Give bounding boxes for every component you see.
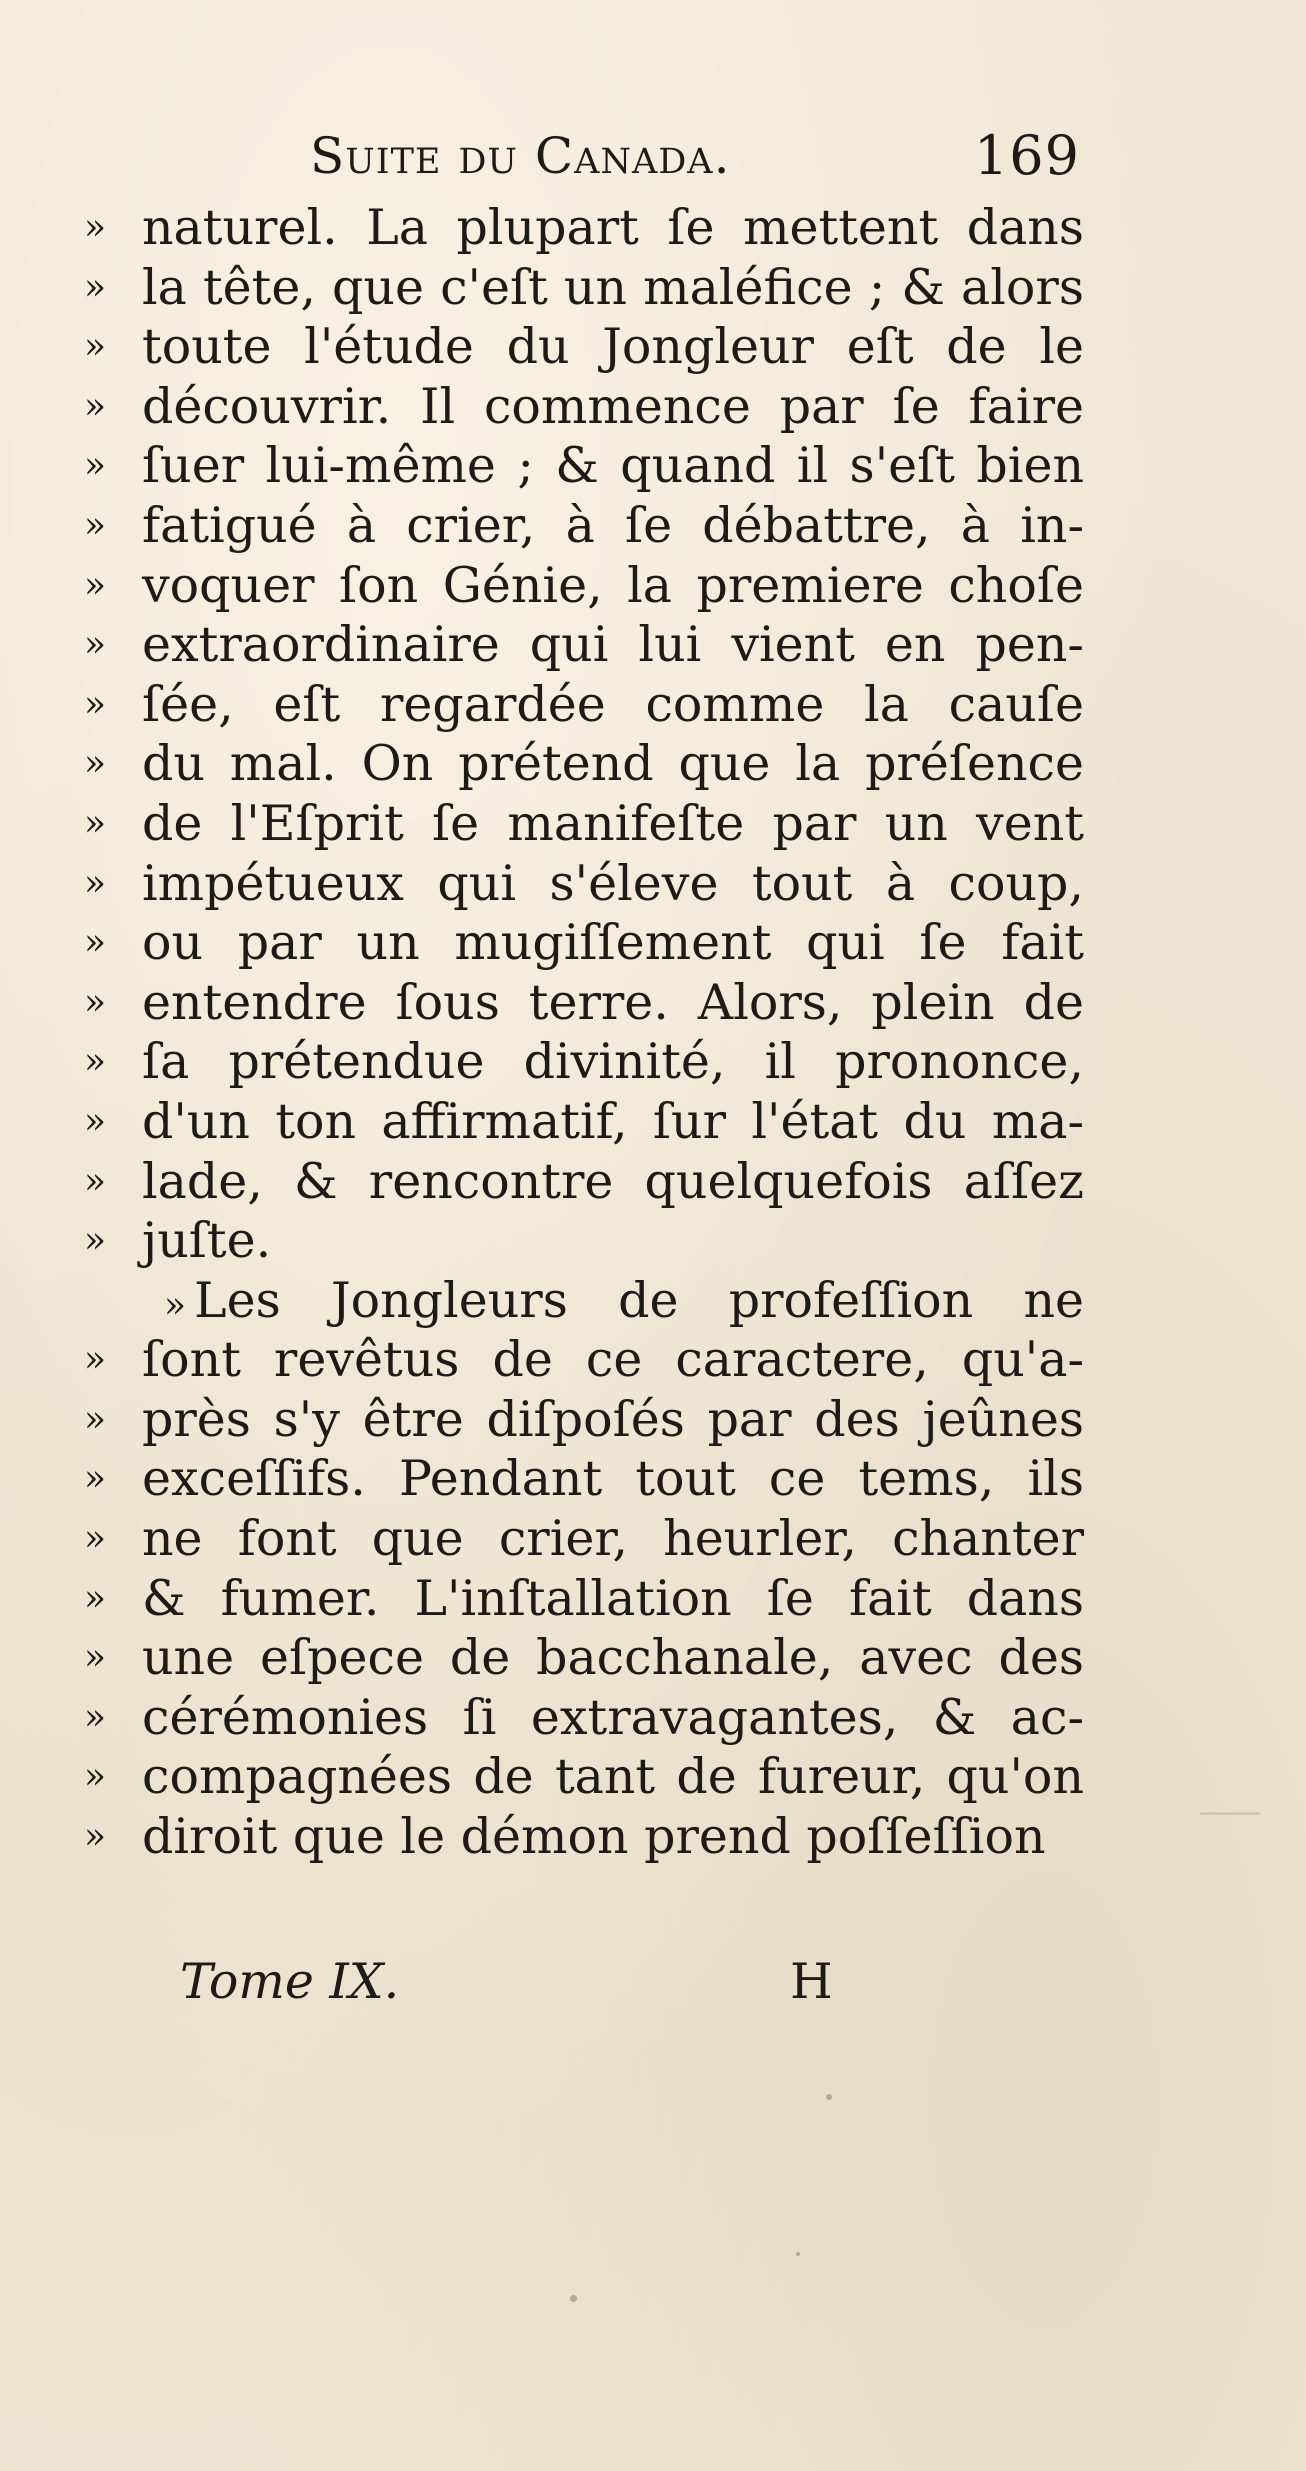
line-text: la tête, que c'eſt un maléfice ; & alors (142, 258, 1084, 316)
line-text: Les Jongleurs de profeſſion ne (194, 1271, 1084, 1329)
guillemet-mark: » (84, 1696, 105, 1738)
line-text: ne font que crier, heurler, chanter (142, 1510, 1084, 1568)
guillemet-mark: » (84, 1160, 105, 1202)
text-line (84, 1092, 1084, 1152)
paper-speck (1200, 1812, 1260, 1815)
guillemet-mark: » (84, 1458, 105, 1500)
line-text: juſte. (142, 1212, 272, 1270)
guillemet-mark: » (84, 1100, 105, 1142)
line-text: du mal. On prétend que la préſence (142, 735, 1084, 793)
guillemet-mark: » (84, 624, 105, 666)
line-text: extraordinaire qui lui vient en pen- (142, 616, 1084, 674)
text-line (84, 854, 1084, 914)
line-text: ou par un mugiſſement qui ſe fait (142, 914, 1084, 972)
guillemet-mark: » (84, 743, 105, 785)
line-text: lade, & rencontre quelquefois aſſez (142, 1152, 1084, 1210)
text-line (84, 1688, 1084, 1748)
line-text: ſée, eſt regardée comme la cauſe (142, 675, 1084, 733)
line-text: ſuer lui-même ; & quand il s'eſt bien (142, 437, 1084, 495)
line-text: fatigué à crier, à ſe débattre, à in- (142, 496, 1084, 554)
text-line (84, 198, 1084, 258)
volume-label: Tome IX. (180, 1953, 400, 2010)
text-line (84, 317, 1084, 377)
guillemet-mark: » (84, 445, 105, 487)
text-line (84, 1747, 1084, 1807)
guillemet-mark: » (84, 207, 105, 248)
guillemet-mark: » (84, 266, 105, 308)
text-line (84, 1390, 1084, 1450)
paper-speck (826, 2094, 832, 2100)
text-line (84, 1449, 1084, 1509)
guillemet-mark: » (84, 1398, 105, 1440)
text-line (84, 377, 1084, 437)
guillemet-mark: » (84, 385, 105, 427)
line-text: une eſpece de bacchanale, avec des (142, 1629, 1084, 1687)
guillemet-mark: » (84, 922, 105, 964)
line-text: ſa prétendue divinité, il prononce, (142, 1033, 1084, 1091)
text-line (84, 556, 1084, 616)
guillemet-mark: » (84, 1518, 105, 1560)
guillemet-mark: » (84, 504, 105, 546)
text-line (84, 258, 1084, 318)
running-title: Suite du Canada. (310, 127, 731, 185)
text-line (84, 913, 1084, 973)
text-line (84, 1330, 1084, 1390)
line-text: cérémonies ſi extravagantes, & ac- (142, 1688, 1084, 1746)
guillemet-mark: » (84, 1339, 105, 1381)
text-line (84, 675, 1084, 735)
line-text: compagnées de tant de fureur, qu'on (142, 1748, 1084, 1806)
line-text: près s'y être diſpoſés par des jeûnes (142, 1390, 1084, 1448)
text-line (84, 1152, 1084, 1212)
guillemet-mark: » (84, 802, 105, 844)
page-footer (180, 1950, 950, 2014)
line-text: naturel. La plupart ſe mettent dans (142, 199, 1084, 256)
text-line (84, 436, 1084, 496)
line-text: toute l'étude du Jongleur eſt de le (142, 318, 1084, 376)
guillemet-mark: » (84, 683, 105, 725)
guillemet-mark: » (84, 981, 105, 1023)
line-text: découvrir. Il commence par ſe faire (142, 377, 1084, 435)
text-line (84, 973, 1084, 1033)
text-line (84, 615, 1084, 675)
text-line (84, 1509, 1084, 1569)
text-line (84, 1211, 1084, 1271)
line-text: impétueux qui s'éleve tout à coup, (142, 854, 1084, 912)
line-text: ſont revêtus de ce caractere, qu'a- (142, 1331, 1084, 1389)
page-number: 169 (973, 124, 1080, 187)
guillemet-mark: » (84, 326, 105, 368)
text-line (84, 794, 1084, 854)
line-text: d'un ton affirmatif, ſur l'état du ma- (142, 1092, 1084, 1150)
guillemet-mark: » (84, 1577, 105, 1619)
running-header (310, 120, 1080, 192)
guillemet-mark: » (84, 1816, 105, 1858)
text-line (84, 1628, 1084, 1688)
text-line (84, 734, 1084, 794)
guillemet-mark: » (164, 1284, 185, 1326)
line-text: de l'Eſprit ſe manifeſte par un vent (142, 794, 1084, 852)
line-text: diroit que le démon prend poſſeſſion (142, 1808, 1046, 1866)
line-text: voquer ſon Génie, la premiere choſe (142, 556, 1084, 614)
guillemet-mark: » (84, 1041, 105, 1083)
signature-mark: H (790, 1953, 833, 2010)
guillemet-mark: » (84, 1756, 105, 1798)
text-line (84, 1032, 1084, 1092)
text-line (84, 1271, 1084, 1331)
body-text (84, 198, 1084, 1867)
line-text: & fumer. L'inſtallation ſe fait dans (142, 1569, 1084, 1627)
text-line (84, 496, 1084, 556)
paper-speck (570, 2295, 577, 2302)
text-line (84, 1807, 1084, 1867)
line-text: entendre ſous terre. Alors, plein de (142, 973, 1084, 1031)
text-line (84, 1569, 1084, 1629)
paper-speck (796, 2252, 800, 2256)
guillemet-mark: » (84, 564, 105, 606)
guillemet-mark: » (84, 862, 105, 904)
guillemet-mark: » (84, 1220, 105, 1262)
line-text: exceſſifs. Pendant tout ce tems, ils (142, 1450, 1084, 1508)
guillemet-mark: » (84, 1637, 105, 1679)
